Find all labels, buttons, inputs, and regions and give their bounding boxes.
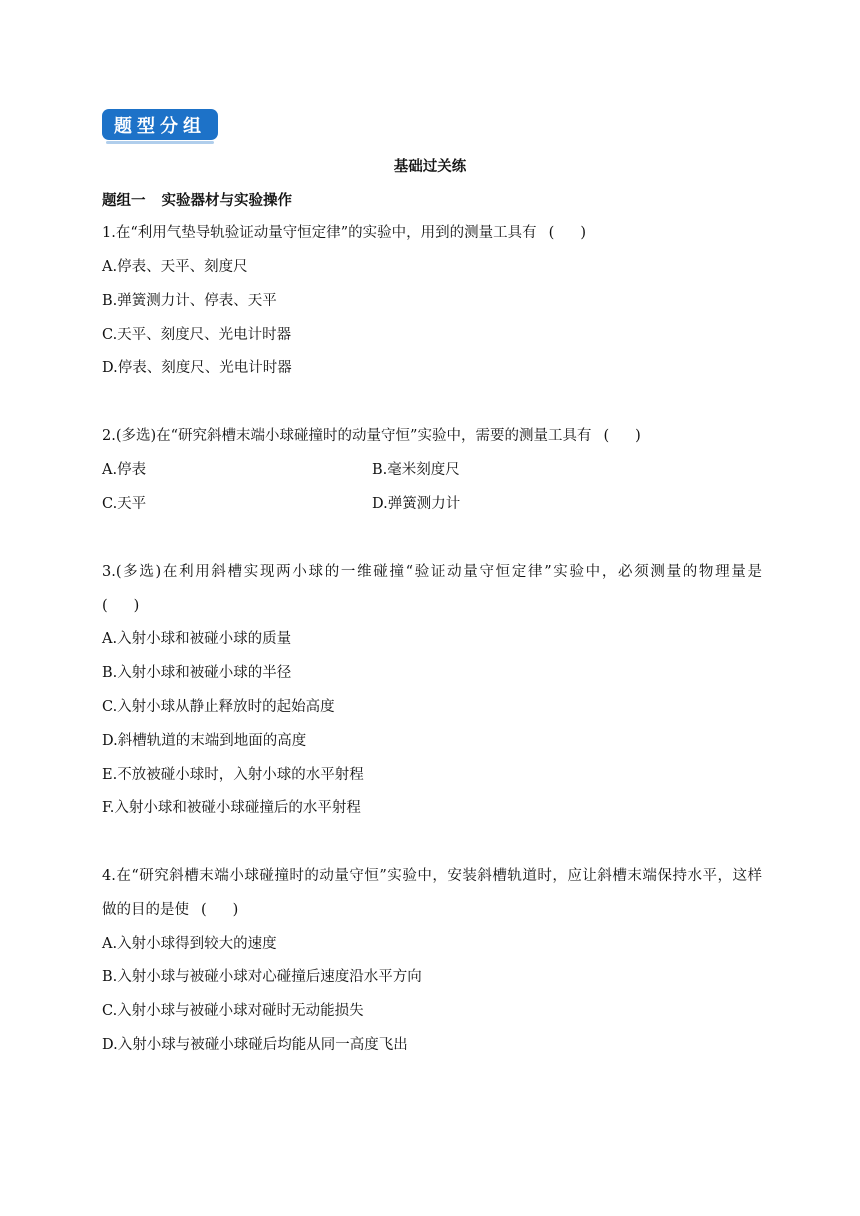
question-4-stem-cont: 做的目的是使 ( ) (102, 902, 239, 918)
option: A.入射小球得到较大的速度 (102, 936, 277, 952)
option: E.不放被碰小球时，入射小球的水平射程 (102, 767, 364, 783)
group-label: 题组一 (102, 193, 146, 209)
option: B.弹簧测力计、停表、天平 (102, 293, 277, 309)
option: A.停表、天平、刻度尺 (102, 259, 248, 275)
question-4-stem: 4.在“研究斜槽末端小球碰撞时的动量守恒”实验中，安装斜槽轨道时，应让斜槽末端保持水平，这样 (102, 868, 762, 884)
question-1-stem: 1.在“利用气垫导轨验证动量守恒定律”的实验中，用到的测量工具有 ( ) (102, 225, 587, 241)
group-name: 实验器材与实验操作 (161, 193, 292, 209)
answer-bracket: ( ) (548, 225, 587, 241)
option: B.入射小球和被碰小球的半径 (102, 665, 292, 681)
question-3-stem: 3.(多选)在利用斜槽实现两小球的一维碰撞“验证动量守恒定律”实验中，必须测量的物理量是 (102, 564, 762, 580)
option: D.入射小球与被碰小球碰后均能从同一高度飞出 (102, 1037, 408, 1053)
question-2-stem: 2.(多选)在“研究斜槽末端小球碰撞时的动量守恒”实验中，需要的测量工具有 ( ) (102, 428, 641, 444)
section-badge: 题型分组 (102, 109, 218, 140)
section-title: 基础过关练 (393, 159, 467, 175)
option: A.停表 (102, 462, 147, 478)
option: A.入射小球和被碰小球的质量 (102, 631, 292, 647)
option: D.停表、刻度尺、光电计时器 (102, 360, 292, 376)
option-row (102, 460, 762, 480)
option: C.入射小球从静止释放时的起始高度 (102, 699, 335, 715)
option: D.弹簧测力计 (372, 496, 461, 512)
option: B.毫米刻度尺 (372, 462, 460, 478)
option: C.天平 (102, 496, 147, 512)
answer-bracket: ( ) (603, 428, 641, 444)
option-row (102, 494, 762, 514)
answer-bracket: ( ) (102, 598, 140, 614)
option: C.入射小球与被碰小球对碰时无动能损失 (102, 1003, 364, 1019)
group-title (102, 189, 292, 210)
option: C.天平、刻度尺、光电计时器 (102, 327, 292, 343)
answer-bracket: ( ) (201, 902, 239, 918)
option: F.入射小球和被碰小球碰撞后的水平射程 (102, 800, 361, 816)
option: D.斜槽轨道的末端到地面的高度 (102, 733, 307, 749)
option: B.入射小球与被碰小球对心碰撞后速度沿水平方向 (102, 969, 422, 985)
